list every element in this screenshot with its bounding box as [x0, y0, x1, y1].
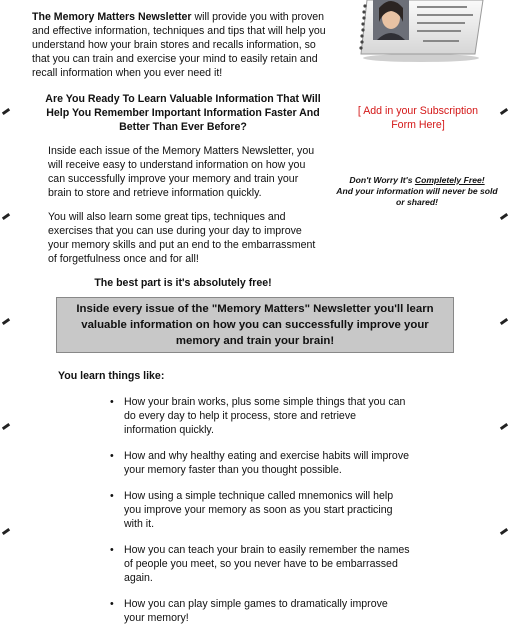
newsletter-page — [18, 0, 498, 624]
intro-lead — [32, 10, 334, 80]
signup-placeholder-line-2: Form Here] — [391, 119, 445, 131]
list-item-text: How your brain works, plus some simple things that you can do every day to help it process, store and retrieve information quickly. — [124, 396, 406, 436]
disclaimer-prefix: Don't Worry It's — [349, 175, 415, 185]
bullet-icon: • — [110, 598, 114, 610]
product-book-image — [343, 0, 491, 62]
intro-paragraph-1: Inside each issue of the Memory Matters Newsletter, you will receive easy to understand information on how you can successfully improve your memory and train your brain to store and retrieve information quickly. — [48, 145, 315, 199]
gutter-mark — [2, 318, 10, 325]
gutter-mark — [2, 108, 10, 115]
gutter-mark — [500, 213, 508, 220]
bullet-icon: • — [110, 396, 114, 408]
disclaimer-rest: And your information will never be sold or shared! — [336, 186, 498, 207]
left-gutter — [0, 0, 12, 600]
bullet-icon: • — [110, 450, 114, 462]
intro-paragraph-2: You will also learn some great tips, techniques and exercises that you can use during your day to improve your memory skills and put an end to the embarrassment of forgetfulness once and for all! — [48, 211, 316, 265]
list-item-text: How you can play simple games to dramatically improve your memory! — [124, 598, 388, 624]
gutter-mark — [500, 318, 508, 325]
disclaimer-emphasis: Completely Free! — [414, 175, 485, 185]
list-item — [110, 597, 410, 625]
learn-list — [110, 395, 410, 637]
list-item — [110, 449, 410, 477]
privacy-disclaimer — [336, 175, 498, 208]
gutter-mark — [500, 108, 508, 115]
subscription-form-placeholder[interactable] — [343, 104, 493, 132]
banner-text: Inside every issue of the "Memory Matters" Newsletter you'll learn valuable information on how you can successfully improve your memory and train your brain! — [76, 303, 434, 347]
list-item — [110, 543, 410, 585]
gutter-mark — [2, 423, 10, 430]
list-item-text: How and why healthy eating and exercise habits will improve your memory faster than you thought possible. — [124, 450, 410, 476]
learn-heading: You learn things like: — [58, 370, 165, 382]
intro-lead-text: will provide you with proven and effective information, techniques and tips that will help you understand how your brain stores and recalls information, so that you can train and exercise your mind to easily retain and recall information when you ever need it! — [32, 11, 326, 79]
newsletter-name: The Memory Matters Newsletter — [32, 11, 192, 23]
bullet-icon: • — [110, 544, 114, 556]
gutter-mark — [2, 528, 10, 535]
list-item — [110, 489, 410, 531]
signup-placeholder-line-1: [ Add in your Subscription — [357, 105, 479, 117]
list-item-text: How using a simple technique called mnemonics will help you improve your memory as soon as you start practicing with it. — [124, 490, 394, 530]
free-callout: The best part is it's absolutely free! — [94, 277, 272, 289]
gutter-mark — [2, 213, 10, 220]
intro-column — [32, 10, 334, 300]
list-item — [110, 395, 410, 437]
question-heading: Are You Ready To Learn Valuable Information That Will Help You Remember Important Information Faster And Better Than Ever Before? — [45, 93, 321, 133]
gutter-mark — [500, 423, 508, 430]
gutter-mark — [500, 528, 508, 535]
right-gutter — [498, 0, 510, 600]
highlight-banner — [56, 297, 454, 353]
list-item-text: How you can teach your brain to easily remember the names of people you meet, so you never have to be embarrassed again. — [124, 544, 410, 584]
bullet-icon: • — [110, 490, 114, 502]
